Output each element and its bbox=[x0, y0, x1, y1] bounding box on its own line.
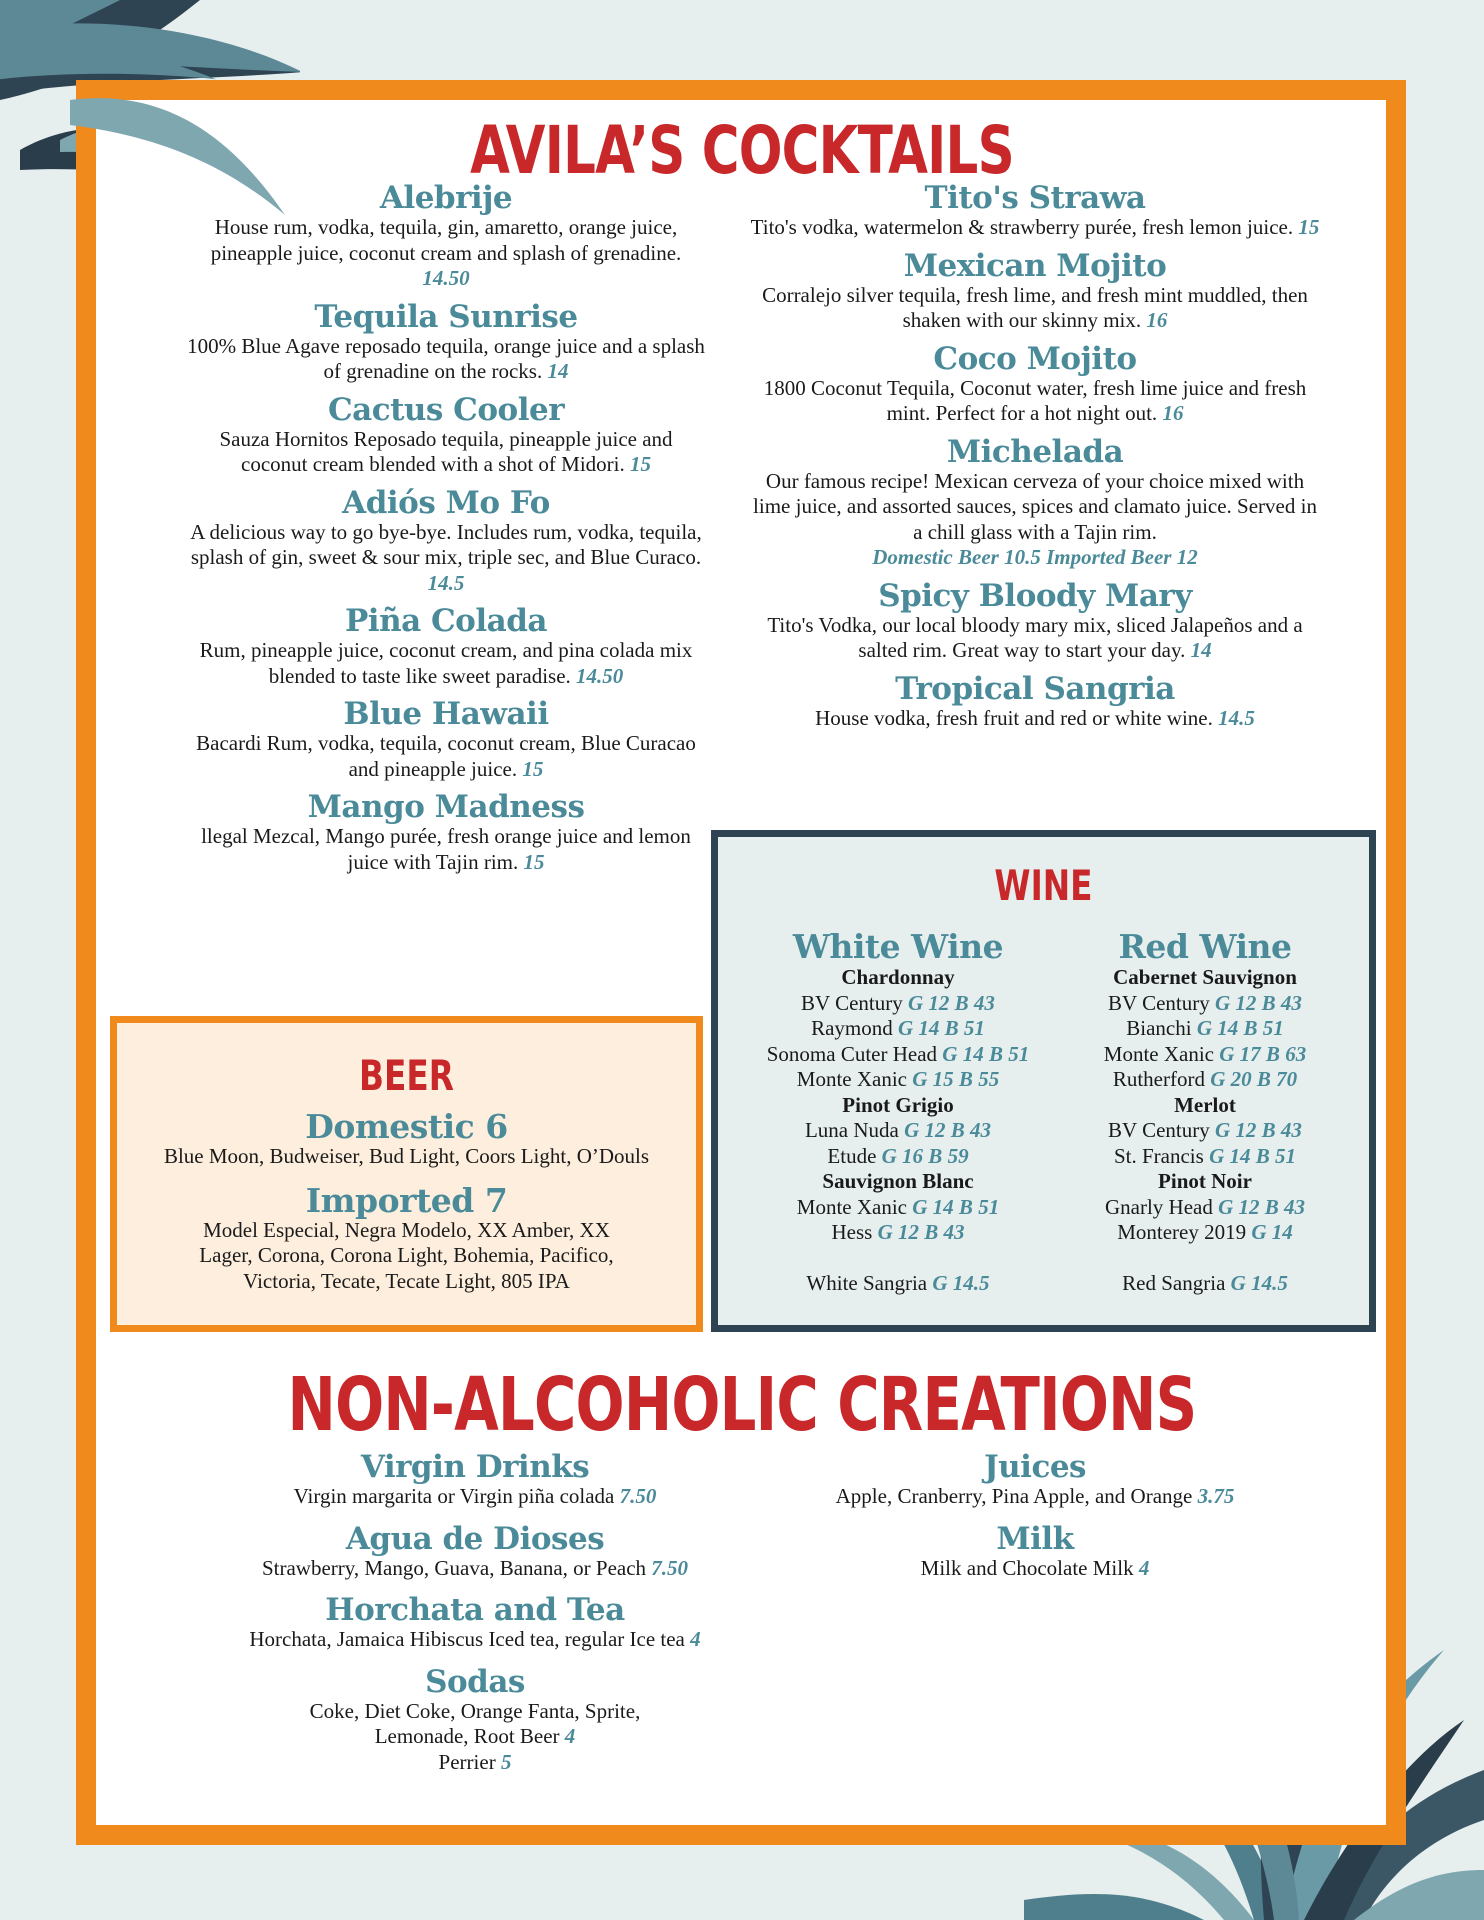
menu-item bbox=[190, 1593, 760, 1653]
item-name: Agua de Dioses bbox=[345, 1520, 605, 1557]
item-description-text: llegal Mezcal, Mango purée, fresh orange juice and lemon juice with Tajin rim. bbox=[201, 824, 691, 874]
wine-variety: Pinot Grigio bbox=[842, 1092, 954, 1117]
item-name: Milk bbox=[996, 1520, 1074, 1557]
item-name: Adiós Mo Fo bbox=[342, 484, 550, 521]
wine-item bbox=[1055, 1118, 1355, 1144]
beer-imported-list: Model Especial, Negra Modelo, XX Amber, XX Lager, Corona, Corona Light, Bohemia, Pacifico, Victoria, Tecate, Tecate Light, 805 IPA bbox=[199, 1217, 614, 1293]
wine-item bbox=[1055, 1042, 1355, 1068]
wine-item bbox=[748, 1220, 1048, 1246]
item-description-text: A delicious way to go bye-bye. Includes rum, vodka, tequila, splash of gin, sweet & sour mix, triple sec, and Blue Curaco. bbox=[190, 519, 702, 569]
item-description-text: Rum, pineapple juice, coconut cream, and pina colada mix blended to taste like sweet paradise. bbox=[199, 638, 693, 688]
wine-variety: Merlot bbox=[1174, 1092, 1236, 1117]
non-alcoholic-right-column bbox=[750, 1450, 1320, 1593]
item-description-text: Lemonade, Root Beer bbox=[374, 1724, 560, 1748]
menu-item bbox=[750, 579, 1320, 664]
wine-name: Raymond bbox=[811, 1016, 893, 1040]
wine-price: G 17 B 63 bbox=[1219, 1041, 1307, 1066]
wine-variety: Chardonnay bbox=[841, 965, 955, 989]
item-name: Piña Colada bbox=[345, 603, 547, 639]
sangria-item bbox=[1055, 1271, 1355, 1297]
item-price: 14.50 bbox=[576, 663, 624, 688]
wine-name: Monte Xanic bbox=[1103, 1041, 1215, 1066]
beer-imported-label: Imported 7 bbox=[305, 1180, 508, 1220]
item-price: 16 bbox=[1146, 308, 1168, 332]
item-description-text: Our famous recipe! Mexican cerveza of your choice mixed with lime juice, and assorted sauces, spices and clamato juice. Served in a chill glass with a Tajin rim. bbox=[753, 468, 1317, 544]
item-extra-text: Perrier bbox=[438, 1749, 496, 1774]
wine-name: Hess bbox=[831, 1220, 873, 1244]
item-description bbox=[186, 215, 706, 292]
beer-title: BEER bbox=[359, 1051, 454, 1100]
item-price: 15 bbox=[523, 849, 545, 874]
wine-price: G 16 B 59 bbox=[881, 1143, 969, 1168]
item-description bbox=[186, 427, 706, 478]
item-description-text: Corralejo silver tequila, fresh lime, and fresh mint muddled, then shaken with our skinny mix. bbox=[762, 282, 1308, 332]
wine-name: BV Century bbox=[1108, 990, 1210, 1015]
wine-price: G 12 B 43 bbox=[1215, 990, 1302, 1015]
menu-item bbox=[186, 181, 706, 292]
menu-item bbox=[750, 342, 1320, 427]
item-name: Cactus Cooler bbox=[327, 391, 565, 428]
wine-price: G 14 bbox=[1251, 1220, 1293, 1244]
wine-item bbox=[1055, 1144, 1355, 1170]
wine-variety: Pinot Noir bbox=[1158, 1169, 1252, 1193]
item-price: 3.75 bbox=[1197, 1484, 1235, 1508]
item-name: Juices bbox=[983, 1449, 1087, 1485]
wine-column-title: White Wine bbox=[792, 927, 1004, 966]
wine-variety: Cabernet Sauvignon bbox=[1113, 965, 1297, 989]
wine-item bbox=[748, 991, 1048, 1017]
item-price: 15 bbox=[1298, 215, 1320, 239]
item-description bbox=[750, 1484, 1320, 1510]
item-description-text: 100% Blue Agave reposado tequila, orange juice and a splash of grenadine on the rocks. bbox=[187, 333, 705, 383]
item-price: 4 bbox=[1138, 1555, 1150, 1580]
item-price: 14.5 bbox=[1218, 705, 1255, 730]
item-description bbox=[190, 1627, 760, 1653]
item-price: 7.50 bbox=[651, 1555, 689, 1580]
item-name: Tropical Sangria bbox=[895, 670, 1175, 707]
item-name: Mexican Mojito bbox=[903, 247, 1167, 284]
wine-price: G 15 B 55 bbox=[912, 1067, 1000, 1091]
menu-item bbox=[750, 1450, 1320, 1510]
sangria-name: Red Sangria bbox=[1122, 1270, 1226, 1295]
wine-name: Bianchi bbox=[1126, 1016, 1192, 1040]
menu-item bbox=[750, 672, 1320, 732]
menu-item bbox=[186, 790, 706, 875]
beer-section bbox=[110, 1016, 703, 1332]
sangria-price: G 14.5 bbox=[932, 1270, 990, 1295]
item-price: 4 bbox=[690, 1627, 701, 1651]
item-price: 4 bbox=[564, 1724, 576, 1748]
white-wine-column bbox=[748, 929, 1048, 1296]
item-description bbox=[190, 1699, 760, 1725]
wine-price: G 12 B 43 bbox=[1218, 1194, 1306, 1219]
item-extra bbox=[190, 1750, 760, 1776]
wine-price: G 12 B 43 bbox=[904, 1118, 992, 1142]
menu-item bbox=[186, 300, 706, 385]
item-name: Blue Hawaii bbox=[343, 696, 549, 732]
cocktails-right-column bbox=[750, 181, 1320, 739]
item-name: Michelada bbox=[946, 433, 1124, 470]
wine-name: Etude bbox=[827, 1143, 877, 1168]
item-price: 14 bbox=[1190, 638, 1212, 662]
cocktails-left-column bbox=[186, 181, 706, 883]
beer-domestic-label: Domestic 6 bbox=[305, 1107, 508, 1146]
wine-item bbox=[1055, 991, 1355, 1017]
wine-item bbox=[1055, 1195, 1355, 1221]
item-description-text: House rum, vodka, tequila, gin, amaretto, orange juice, pineapple juice, coconut cream and splash of grenadine. bbox=[210, 215, 682, 265]
item-description-text: Virgin margarita or Virgin piña colada bbox=[293, 1484, 615, 1508]
item-name: Tito's Strawa bbox=[924, 180, 1146, 216]
item-description-text: Sauza Hornitos Reposado tequila, pineapple juice and coconut cream blended with a shot of Midori. bbox=[219, 426, 673, 476]
wine-name: BV Century bbox=[1108, 1118, 1210, 1142]
wine-item bbox=[748, 1118, 1048, 1144]
menu-item bbox=[750, 181, 1320, 241]
item-description-text: Apple, Cranberry, Pina Apple, and Orange bbox=[835, 1484, 1193, 1508]
wine-name: Rutherford bbox=[1112, 1067, 1205, 1091]
wine-section bbox=[711, 830, 1376, 1332]
item-description bbox=[186, 731, 706, 782]
item-name: Coco Mojito bbox=[933, 340, 1137, 377]
item-description-text: Horchata, Jamaica Hibiscus Iced tea, regular Ice tea bbox=[249, 1627, 685, 1651]
menu-item bbox=[750, 1522, 1320, 1582]
item-name: Spicy Bloody Mary bbox=[878, 577, 1192, 614]
wine-item bbox=[748, 1016, 1048, 1042]
item-description-text: 1800 Coconut Tequila, Coconut water, fresh lime juice and fresh mint. Perfect for a hot night out. bbox=[763, 375, 1307, 425]
item-description bbox=[750, 215, 1320, 241]
wine-price: G 20 B 70 bbox=[1210, 1067, 1298, 1091]
item-description bbox=[190, 1484, 760, 1510]
wine-price: G 14 B 51 bbox=[1209, 1143, 1297, 1168]
item-description bbox=[750, 613, 1320, 664]
wine-name: Sonoma Cuter Head bbox=[766, 1041, 938, 1066]
non-alcoholic-title: NON-ALCOHOLIC CREATIONS bbox=[287, 1362, 1197, 1448]
menu-item bbox=[186, 697, 706, 782]
item-description bbox=[750, 1556, 1320, 1582]
wine-item bbox=[748, 1195, 1048, 1221]
wine-title: WINE bbox=[994, 861, 1093, 910]
wine-name: Luna Nuda bbox=[804, 1118, 899, 1142]
item-name: Tequila Sunrise bbox=[314, 298, 578, 335]
wine-item bbox=[1055, 1220, 1355, 1246]
item-description bbox=[750, 469, 1320, 571]
wine-price: G 14 B 51 bbox=[942, 1041, 1030, 1066]
item-description bbox=[750, 283, 1320, 334]
item-description-text: Strawberry, Mango, Guava, Banana, or Peach bbox=[261, 1555, 647, 1580]
sangria-name: White Sangria bbox=[806, 1270, 928, 1295]
wine-price: G 14 B 51 bbox=[912, 1194, 1000, 1219]
menu-item bbox=[186, 393, 706, 478]
item-description-text: Milk and Chocolate Milk bbox=[920, 1555, 1134, 1580]
item-description-text: Tito's vodka, watermelon & strawberry purée, fresh lemon juice. bbox=[750, 215, 1294, 239]
item-name: Sodas bbox=[425, 1663, 525, 1700]
beer-domestic-list: Blue Moon, Budweiser, Bud Light, Coors Light, O’Douls bbox=[163, 1144, 650, 1168]
item-description bbox=[190, 1724, 760, 1750]
menu-item bbox=[190, 1522, 760, 1582]
item-name: Mango Madness bbox=[307, 789, 585, 825]
red-wine-column bbox=[1055, 929, 1355, 1296]
wine-price: G 12 B 43 bbox=[1215, 1118, 1302, 1142]
wine-item bbox=[748, 1144, 1048, 1170]
item-description bbox=[190, 1556, 760, 1582]
item-name: Alebrije bbox=[379, 180, 513, 216]
item-price: Domestic Beer 10.5 Imported Beer 12 bbox=[872, 545, 1198, 569]
non-alcoholic-left-column bbox=[190, 1450, 760, 1787]
item-description bbox=[750, 706, 1320, 732]
wine-price: G 12 B 43 bbox=[877, 1220, 965, 1244]
wine-price: G 14 B 51 bbox=[1196, 1016, 1284, 1040]
wine-item bbox=[748, 1067, 1048, 1093]
item-description bbox=[186, 520, 706, 597]
item-description bbox=[186, 334, 706, 385]
item-name: Horchata and Tea bbox=[325, 1592, 625, 1628]
wine-name: Monterey 2019 bbox=[1117, 1220, 1247, 1244]
wine-item bbox=[748, 1042, 1048, 1068]
item-price: 15 bbox=[522, 756, 544, 781]
menu-item bbox=[186, 604, 706, 689]
wine-name: Monte Xanic bbox=[796, 1067, 908, 1091]
wine-name: Gnarly Head bbox=[1104, 1194, 1213, 1219]
item-description-text: Bacardi Rum, vodka, tequila, coconut cream, Blue Curacao and pineapple juice. bbox=[196, 731, 696, 781]
wine-price: G 14 B 51 bbox=[897, 1016, 985, 1040]
item-description bbox=[186, 638, 706, 689]
menu-item bbox=[190, 1450, 760, 1510]
cocktails-title: AVILA’S COCKTAILS bbox=[470, 112, 1014, 189]
sangria-price: G 14.5 bbox=[1230, 1270, 1288, 1295]
item-price: 14.50 bbox=[422, 266, 470, 290]
item-price: 7.50 bbox=[619, 1484, 657, 1508]
wine-price: G 12 B 43 bbox=[908, 990, 995, 1015]
sangria-item bbox=[748, 1271, 1048, 1297]
item-description-text: House vodka, fresh fruit and red or white wine. bbox=[815, 705, 1213, 730]
menu-item bbox=[190, 1665, 760, 1776]
wine-name: St. Francis bbox=[1113, 1143, 1204, 1168]
menu-item bbox=[186, 486, 706, 597]
item-extra-price: 5 bbox=[500, 1749, 512, 1774]
item-name: Virgin Drinks bbox=[360, 1449, 590, 1485]
wine-item bbox=[1055, 1067, 1355, 1093]
item-description-text: Tito's Vodka, our local bloody mary mix, sliced Jalapeños and a salted rim. Great way to start your day. bbox=[767, 612, 1303, 662]
wine-column-title: Red Wine bbox=[1118, 927, 1292, 966]
wine-item bbox=[1055, 1016, 1355, 1042]
item-description bbox=[750, 376, 1320, 427]
wine-variety: Sauvignon Blanc bbox=[822, 1169, 974, 1193]
menu-item bbox=[750, 435, 1320, 571]
wine-name: BV Century bbox=[801, 990, 903, 1015]
item-price: 14.5 bbox=[427, 570, 465, 595]
item-description bbox=[186, 824, 706, 875]
item-price: 15 bbox=[629, 452, 651, 476]
menu-item bbox=[750, 249, 1320, 334]
wine-name: Monte Xanic bbox=[796, 1194, 908, 1219]
item-price: 14 bbox=[547, 359, 569, 383]
item-description-text: Coke, Diet Coke, Orange Fanta, Sprite, bbox=[309, 1698, 641, 1723]
item-price: 16 bbox=[1162, 401, 1184, 425]
